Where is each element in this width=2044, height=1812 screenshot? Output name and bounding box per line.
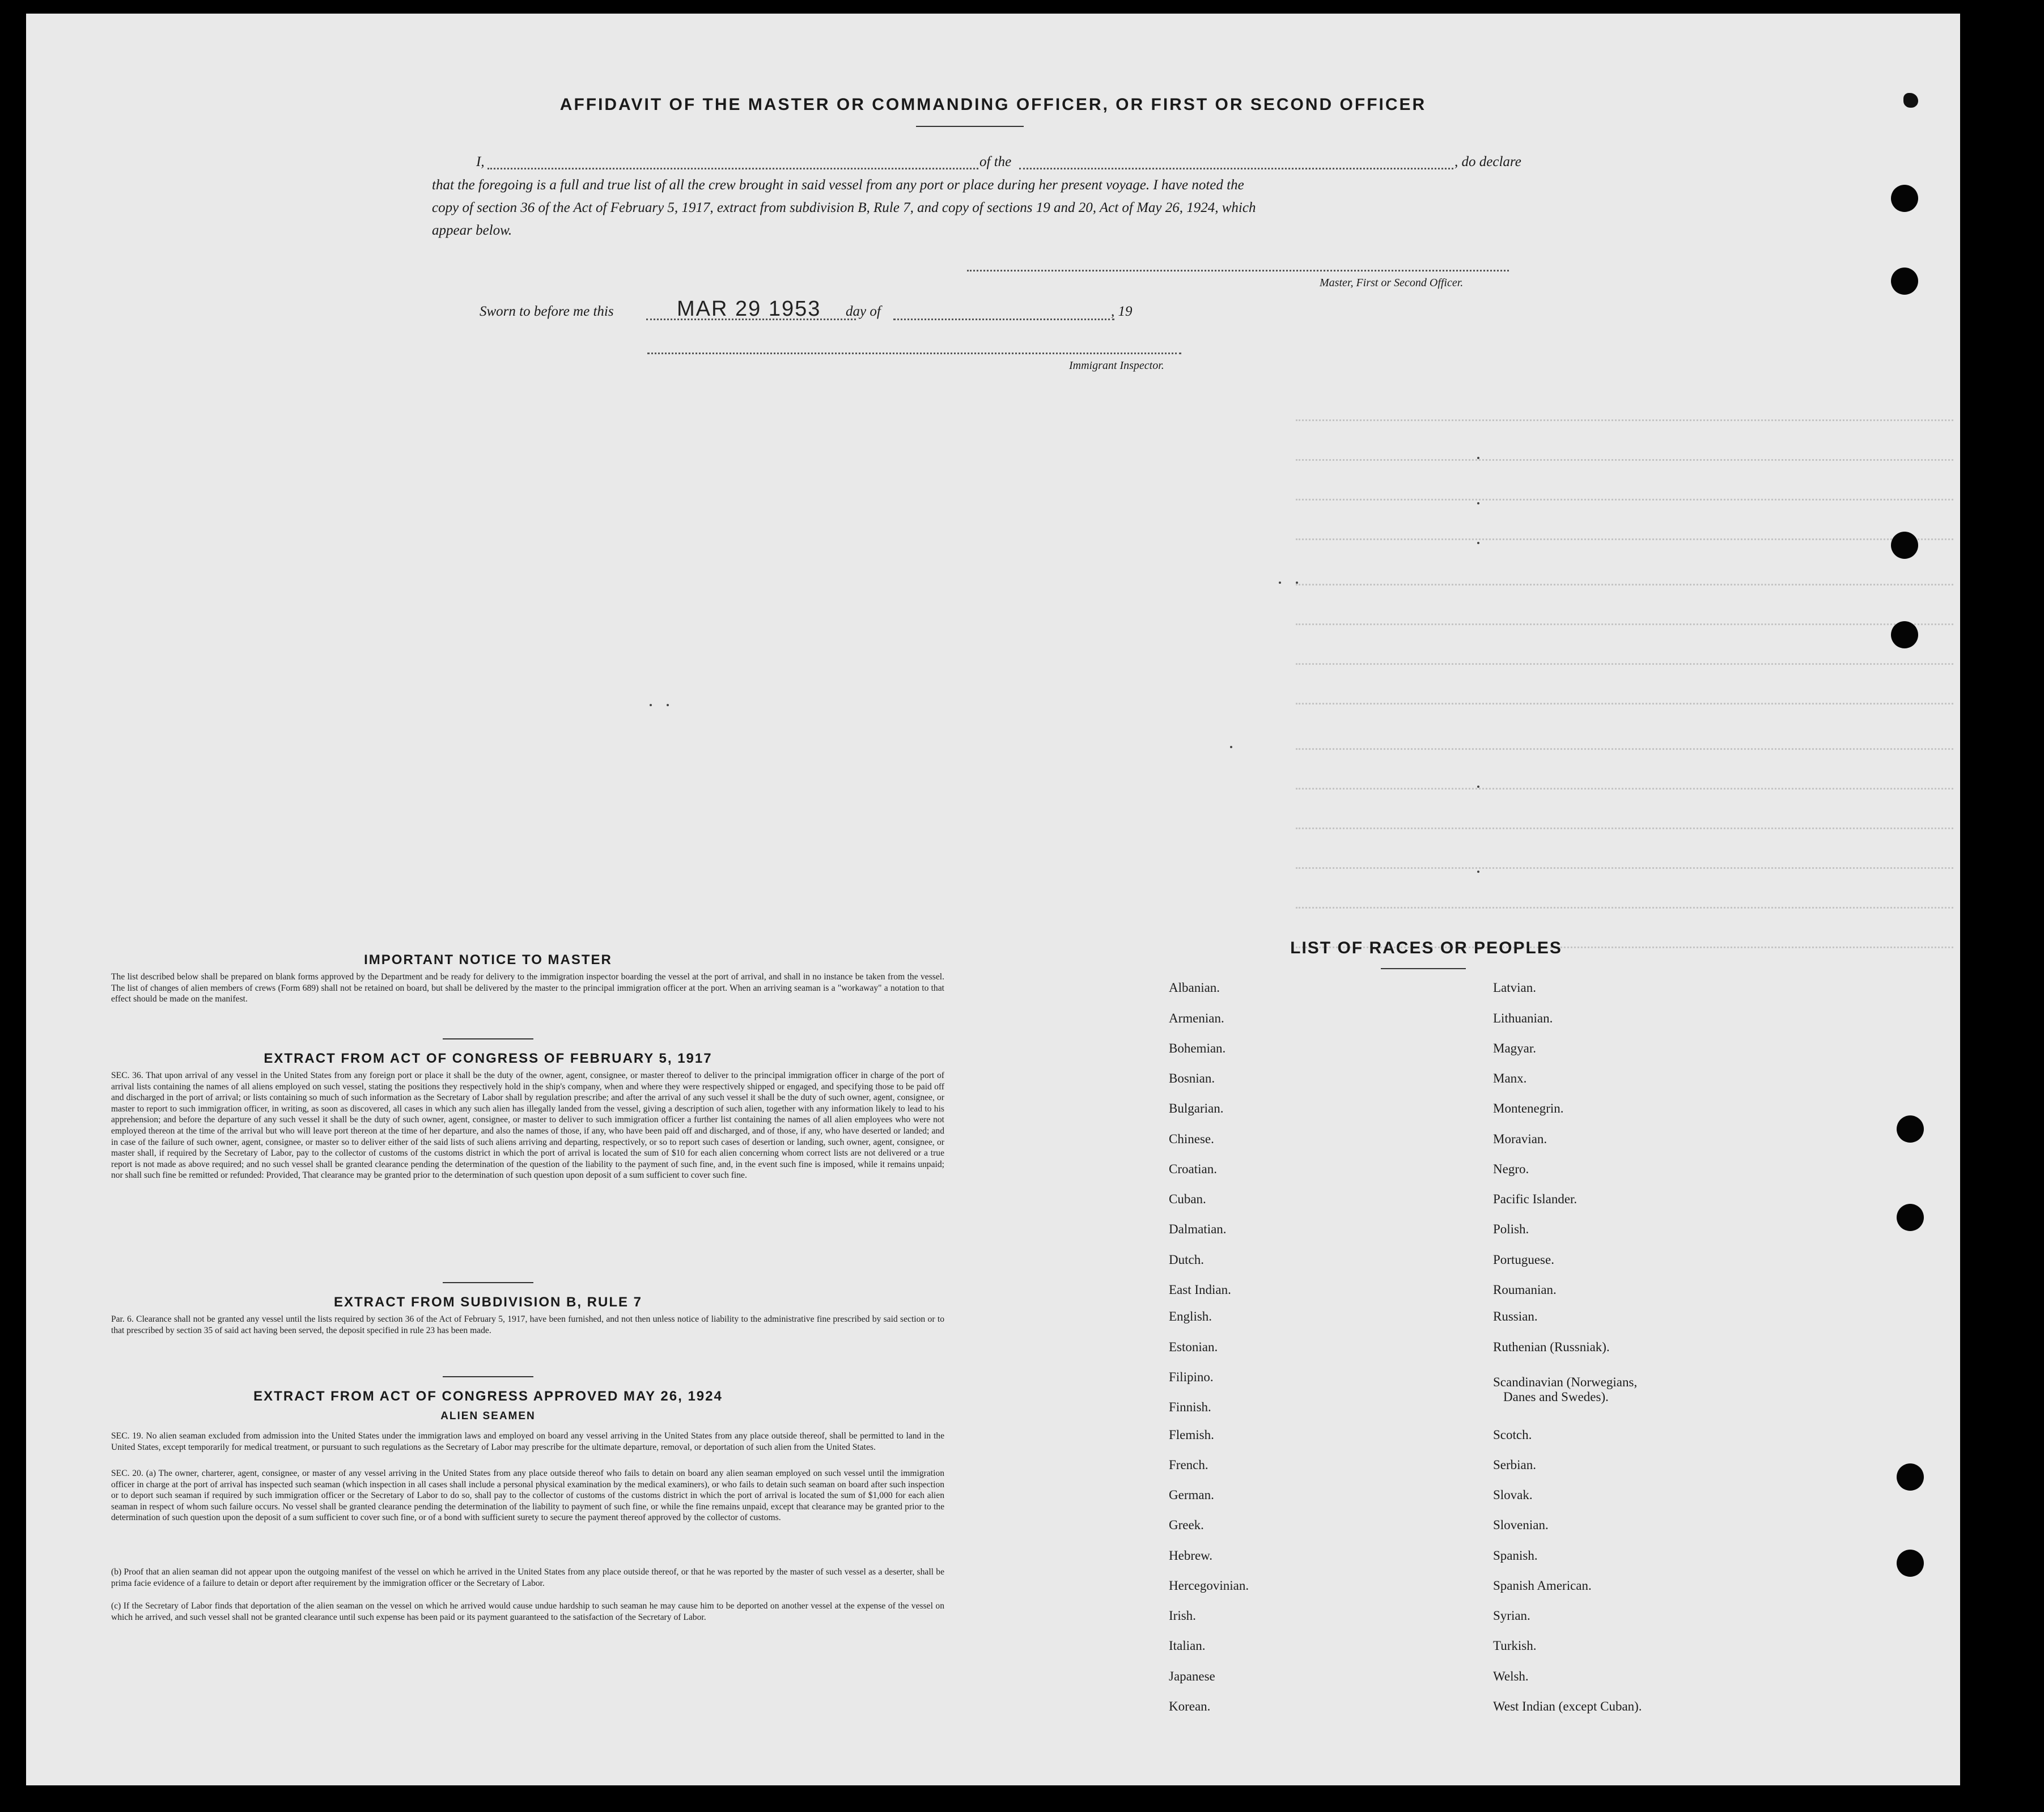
- race-item: Dutch.: [1169, 1253, 1204, 1267]
- race-item: Chinese.: [1169, 1132, 1214, 1146]
- punch-hole: [1897, 1204, 1924, 1231]
- affidavit-line-1-of: of the: [979, 154, 1012, 169]
- title-rule: [916, 126, 1024, 127]
- race-item: East Indian.: [1169, 1283, 1231, 1297]
- race-item: Scandinavian (Norwegians,: [1493, 1375, 1638, 1389]
- race-item: Armenian.: [1169, 1011, 1224, 1025]
- race-item: Flemish.: [1169, 1428, 1214, 1442]
- sec19-text: SEC. 19. No alien seaman excluded from admission into the United States under the immigration laws and employed on board any vessel arriving in the United States from any place outside thereof, shall be permitted to land in the United States, except temporarily for medical treatment, or pursuant to such regulations as the Secretary of Labor may prescribe for the ultimate departure, removal, or deportation of such alien from the United States.: [111, 1431, 944, 1452]
- date-stamp: MAR 29 1953: [677, 297, 821, 321]
- race-item: Latvian.: [1493, 981, 1536, 995]
- race-item: Croatian.: [1169, 1162, 1217, 1176]
- race-item: Slovak.: [1493, 1488, 1533, 1502]
- punch-hole: [1897, 1463, 1924, 1491]
- race-item: Japanese: [1169, 1669, 1215, 1683]
- race-item: Turkish.: [1493, 1639, 1537, 1653]
- race-item: Portuguese.: [1493, 1253, 1554, 1267]
- race-item: Moravian.: [1493, 1132, 1547, 1146]
- vessel-name-field[interactable]: [1019, 168, 1453, 169]
- race-item: Bosnian.: [1169, 1071, 1215, 1085]
- race-item: Negro.: [1493, 1162, 1529, 1176]
- extract-1924-title: EXTRACT FROM ACT OF CONGRESS APPROVED MAY 26, 1924: [253, 1389, 723, 1404]
- race-item: Filipino.: [1169, 1370, 1214, 1384]
- punch-hole: [1891, 621, 1918, 648]
- race-item: Irish.: [1169, 1609, 1196, 1623]
- race-item: Cuban.: [1169, 1192, 1206, 1206]
- sworn-prefix: Sworn to before me this: [480, 304, 614, 319]
- speck: [1477, 457, 1479, 459]
- punch-hole: [1891, 185, 1918, 212]
- notice-body: The list described below shall be prepared on blank forms approved by the Department and be ready for delivery to the immigration inspector boarding the vessel at the port of arrival, and shall in no instance be taken from the vessel. The list of changes of alien members of crews (Form 689) shall not be retained on board, but shall be delivered by the master to the principal immigration officer at the port. When an arriving seaman is a "workaway" a notation to that effect should be made on the manifest.: [111, 972, 944, 1004]
- race-item: German.: [1169, 1488, 1214, 1502]
- race-item: Danes and Swedes).: [1503, 1390, 1609, 1404]
- section-rule: [443, 1038, 533, 1039]
- speck: [1477, 871, 1479, 873]
- race-item: Hercegovinian.: [1169, 1578, 1249, 1593]
- sworn-month-field[interactable]: [893, 319, 1114, 320]
- race-item: French.: [1169, 1458, 1208, 1472]
- affidavit-title: AFFIDAVIT OF THE MASTER OR COMMANDING OFFICER, OR FIRST OR SECOND OFFICER: [559, 95, 1427, 114]
- section-rule: [443, 1376, 533, 1377]
- race-item: Roumanian.: [1493, 1283, 1557, 1297]
- race-item: Spanish American.: [1493, 1578, 1592, 1593]
- extract-1917-title: EXTRACT FROM ACT OF CONGRESS OF FEBRUARY 5, 1917: [264, 1051, 713, 1066]
- inspector-signature-field[interactable]: [647, 353, 1181, 354]
- master-signature-field[interactable]: [967, 270, 1509, 271]
- speck: [1477, 542, 1479, 544]
- punch-hole: [1891, 268, 1918, 295]
- race-item: Polish.: [1493, 1222, 1529, 1236]
- race-item: Italian.: [1169, 1639, 1206, 1653]
- race-item: West Indian (except Cuban).: [1493, 1699, 1642, 1713]
- sworn-day-of: day of: [846, 304, 881, 319]
- sec20b-text: (b) Proof that an alien seaman did not appear upon the outgoing manifest of the vessel on which he arrived in the United States from any place outside thereof, or that he was reported by the master of such vessel as a deserter, shall be prima facie evidence of a failure to detain or deport after requirement by the immigration officer or the Secretary of Labor.: [111, 1567, 944, 1588]
- race-item: Montenegrin.: [1493, 1101, 1564, 1115]
- race-item: Welsh.: [1493, 1669, 1529, 1683]
- races-title-rule: [1381, 968, 1466, 969]
- officer-name-field[interactable]: [487, 168, 978, 169]
- race-item: Bulgarian.: [1169, 1101, 1224, 1115]
- extract-1924-subtitle: ALIEN SEAMEN: [440, 1410, 536, 1422]
- notice-title: IMPORTANT NOTICE TO MASTER: [364, 952, 612, 967]
- race-item: English.: [1169, 1309, 1212, 1323]
- race-item: Finnish.: [1169, 1400, 1211, 1414]
- race-item: Syrian.: [1493, 1609, 1530, 1623]
- affidavit-line-3: copy of section 36 of the Act of February 5, 1917, extract from subdivision B, Rule 7, and copy of sections 19 and 20, Act of May 26, 1924, which: [432, 200, 1256, 215]
- race-item: Ruthenian (Russniak).: [1493, 1340, 1610, 1354]
- race-item: Slovenian.: [1493, 1518, 1549, 1532]
- race-item: Serbian.: [1493, 1458, 1537, 1472]
- race-item: Spanish.: [1493, 1548, 1538, 1563]
- punch-hole: [1897, 1550, 1924, 1577]
- affidavit-line-1-end: , do declare: [1454, 154, 1521, 169]
- master-caption: Master, First or Second Officer.: [1320, 277, 1464, 289]
- inspector-caption: Immigrant Inspector.: [1069, 359, 1164, 372]
- section-rule: [443, 1282, 533, 1283]
- race-item: Estonian.: [1169, 1340, 1218, 1354]
- sec20c-text: (c) If the Secretary of Labor finds that deportation of the alien seaman on the vessel on which he arrived would cause undue hardship to such seaman he may cause him to be deported on another vessel at the expense of the vessel on which he arrived, and such vessel shall not be granted clearance until such expense has been paid or its payment guaranteed to the satisfaction of the Secretary of Labor.: [111, 1601, 944, 1622]
- races-title: LIST OF RACES OR PEOPLES: [1290, 939, 1562, 957]
- race-item: Greek.: [1169, 1518, 1204, 1532]
- sec20a-text: SEC. 20. (a) The owner, charterer, agent, consignee, or master of any vessel arriving in the United States from any place outside thereof who fails to detain on board any alien seaman employed on such vessel until the immigration officer in charge at the port of arrival has inspected such seaman (which inspection in all cases shall include a personal physical examination by the medical examiners), or who fails to detain such seaman on board after such inspection or to deport such seaman if required by such immigration officer or the Secretary of Labor to do so, shall pay to the collector of customs of the customs district in which the port of arrival is located the sum of $1,000 for each alien seaman in respect of whom such failure occurs. No vessel shall be granted clearance pending the determination of the liability to payment of such fine, or while the fine remains unpaid, except that clearance may be granted prior to the determination of such question upon the deposit of a sum sufficient to cover such fine, or of a bond with sufficient surety to secure the payment thereof approved by the collector of customs.: [111, 1469, 944, 1523]
- document-page: [26, 14, 1960, 1785]
- race-item: Russian.: [1493, 1309, 1538, 1323]
- race-item: Lithuanian.: [1493, 1011, 1553, 1025]
- punch-hole: [1897, 1115, 1924, 1143]
- extract-rule7-body: Par. 6. Clearance shall not be granted any vessel until the lists required by section 36 of the Act of February 5, 1917, have been furnished, and not then unless notice of liability to the administrative fine prescribed by said section or to that prescribed by section 35 of said act having been served, the deposit specified in rule 23 has been made.: [111, 1314, 944, 1335]
- race-item: Bohemian.: [1169, 1041, 1226, 1055]
- speck: [650, 704, 652, 706]
- race-item: Pacific Islander.: [1493, 1192, 1577, 1206]
- race-item: Manx.: [1493, 1071, 1527, 1085]
- affidavit-line-2: that the foregoing is a full and true list of all the crew brought in said vessel from any port or place during her present voyage. I have noted the: [432, 177, 1244, 193]
- speck: [667, 704, 669, 706]
- race-item: Korean.: [1169, 1699, 1211, 1713]
- speck: [1477, 502, 1479, 504]
- affidavit-line-4: appear below.: [432, 223, 512, 238]
- speck: [1477, 786, 1479, 788]
- speck: [1279, 582, 1281, 584]
- affidavit-line-1-i: I,: [476, 154, 485, 169]
- speck: [1296, 582, 1298, 584]
- extract-1917-body: SEC. 36. That upon arrival of any vessel in the United States from any foreign port or place it shall be the duty of the owner, agent, consignee, or master thereof to deliver to the principal immigration officer in charge of the port of arrival lists containing the names of all aliens employed on such vessel, stating the positions they respectively hold in the ship's company, when and where they were respectively shipped or engaged, and specifying those to be paid off and discharged in the port of arrival; or lists containing so much of such information as the Secretary of Labor shall by regulation prescribe; and after the arrival of any such vessel it shall be the duty of such owner, agent, consignee, or master to report to such immigration officer, in writing, as soon as discovered, all cases in which any such alien has illegally landed from the vessel, giving a description of such alien, together with any information likely to lead to his apprehension; and before the departure of any such vessel it shall be the duty of such owner, agent, consignee, or master to deliver to such immigration officer a further list containing the names of all alien employees who were not employed thereon at the time of the arrival but who will leave port thereon at the time of her departure, and also the names of those, if any, who have been paid off and discharged, and of those, if any, who have deserted or landed; and in case of the failure of such owner, agent, consignee, or master so to deliver either of the said lists of such aliens arriving and departing, respectively, or so to report such cases of desertion or landing, such owner, agent, consignee, or master shall, if required by the Secretary of Labor, pay to the collector of customs of the customs district in which the port of arrival is located the sum of $10 for each alien concerning whom correct lists are not delivered or a true report is not made as above required; and no such vessel shall be granted clearance pending the determination of the question of the liability to the payment of such fine, and, in the event such fine is imposed, while it remains unpaid; nor shall such fine be remitted or refunded: Provided, That clearance may be granted prior to the determination of such question upon deposit of a sum sufficient to cover such fine.: [111, 1071, 944, 1181]
- punch-hole: [1891, 532, 1918, 559]
- race-item: Scotch.: [1493, 1428, 1532, 1442]
- race-item: Albanian.: [1169, 981, 1220, 995]
- ink-blot: [1903, 93, 1918, 108]
- speck: [1230, 746, 1232, 748]
- extract-rule7-title: EXTRACT FROM SUBDIVISION B, RULE 7: [333, 1295, 643, 1310]
- race-item: Dalmatian.: [1169, 1222, 1227, 1236]
- race-item: Magyar.: [1493, 1041, 1537, 1055]
- race-item: Hebrew.: [1169, 1548, 1213, 1563]
- sworn-year: , 19: [1111, 304, 1133, 319]
